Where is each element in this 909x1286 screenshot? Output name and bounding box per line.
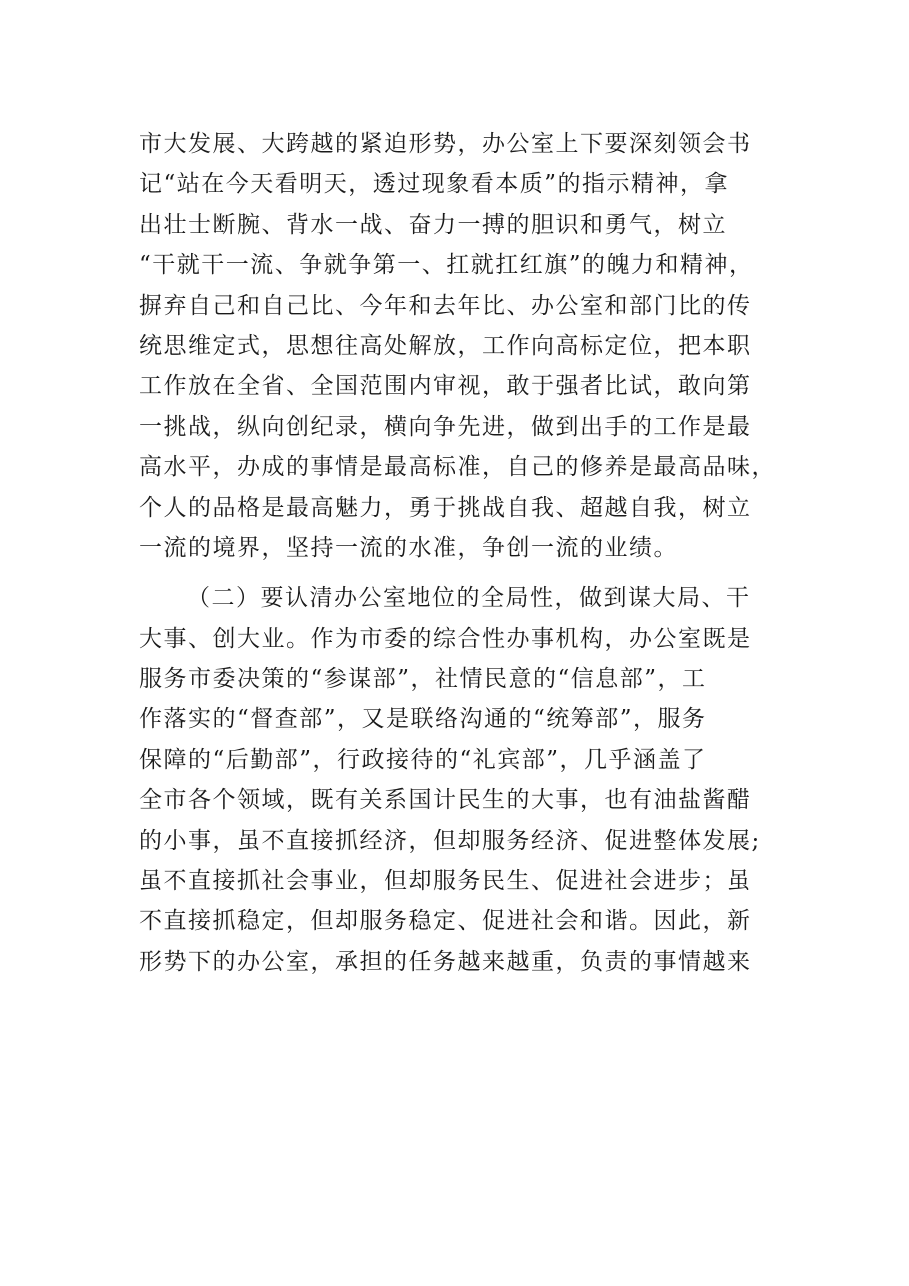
text-line: 服务市委决策的“参谋部”，社情民意的“信息部”，工	[139, 666, 707, 693]
text-line: 的小事，虽不直接抓经济，但却服务经济、促进整体发展;	[139, 827, 761, 854]
text-line: 市大发展、大跨越的紧迫形势，办公室上下要深刻领会书	[139, 131, 752, 157]
text-line: 个人的品格是最高魅力，勇于挑战自我、超越自我，树立	[139, 494, 752, 521]
text-line: 摒弃自己和自己比、今年和去年比、办公室和部门比的传	[139, 292, 752, 319]
text-line: 虽不直接抓社会事业，但却服务民生、促进社会进步；虽	[139, 868, 752, 895]
paragraph-gap	[139, 568, 779, 578]
text-line: 出壮士断腕、背水一战、奋力一搏的胆识和勇气，树立	[139, 211, 727, 238]
text-line: 形势下的办公室，承担的任务越来越重，负责的事情越来	[139, 948, 752, 975]
text-line: 一挑战，纵向创纪录，横向争先进，做到出手的工作是最	[139, 413, 752, 440]
text-line: 保障的“后勤部”，行政接待的“礼宾部”，几乎涵盖了	[139, 746, 707, 773]
text-line: “干就干一流、争就争第一、扛就扛红旗”的魄力和精神，	[139, 252, 754, 279]
document-body	[139, 124, 779, 982]
text-line: 作落实的“督查部”，又是联络沟通的“统筹部”，服务	[139, 706, 707, 733]
text-line: 大事、创大业。作为市委的综合性办事机构，办公室既是	[139, 625, 752, 652]
text-line: 一流的境界，坚持一流的水准，争创一流的业绩。	[139, 534, 678, 561]
paragraph-2	[139, 578, 779, 982]
text-line: 记“站在今天看明天，透过现象看本质”的指示精神，拿	[139, 171, 730, 198]
text-line: 不直接抓稳定，但却服务稳定、促进社会和谐。因此，新	[139, 908, 752, 935]
text-line: 全市各个领域，既有关系国计民生的大事，也有油盐酱醋	[139, 787, 752, 814]
text-line: （二）要认清办公室地位的全局性，做到谋大局、干	[187, 585, 751, 612]
text-line: 统思维定式，思想往高处解放，工作向高标定位，把本职	[139, 332, 752, 359]
paragraph-1	[139, 124, 779, 568]
text-line: 高水平，办成的事情是最高标准，自己的修养是最高品味，	[139, 454, 776, 481]
text-line: 工作放在全省、全国范围内审视，敢于强者比试，敢向第	[139, 373, 752, 400]
